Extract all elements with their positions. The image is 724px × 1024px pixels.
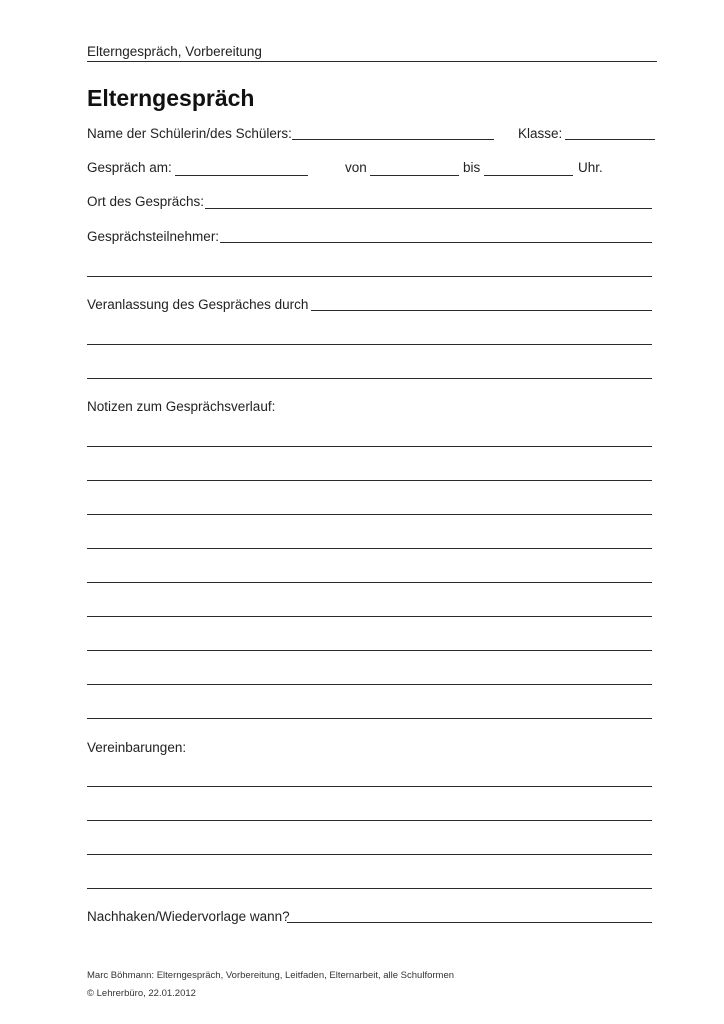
class-field[interactable] bbox=[565, 139, 655, 140]
agreements-line[interactable] bbox=[87, 854, 652, 855]
followup-label: Nachhaken/Wiedervorlage wann? bbox=[87, 909, 290, 924]
time-unit-label: Uhr. bbox=[578, 160, 603, 175]
agreements-line[interactable] bbox=[87, 888, 652, 889]
participants-label: Gesprächsteilnehmer: bbox=[87, 229, 220, 244]
notes-label: Notizen zum Gesprächsverlauf: bbox=[87, 399, 276, 414]
from-label: von bbox=[345, 160, 367, 175]
student-name-field[interactable] bbox=[292, 139, 494, 140]
page-header: Elterngespräch, Vorbereitung bbox=[87, 44, 262, 59]
agreements-label: Vereinbarungen: bbox=[87, 740, 187, 755]
notes-line[interactable] bbox=[87, 514, 652, 515]
time-from-field[interactable] bbox=[370, 175, 459, 176]
page-title: Elterngespräch bbox=[87, 85, 255, 111]
reason-field[interactable] bbox=[311, 310, 652, 311]
location-label: Ort des Gesprächs: bbox=[87, 194, 205, 209]
notes-line[interactable] bbox=[87, 480, 652, 481]
notes-line[interactable] bbox=[87, 582, 652, 583]
followup-field[interactable] bbox=[287, 922, 652, 923]
date-label: Gespräch am: bbox=[87, 160, 172, 175]
date-field[interactable] bbox=[175, 175, 308, 176]
reason-field-line-2[interactable] bbox=[87, 344, 652, 345]
notes-line[interactable] bbox=[87, 650, 652, 651]
notes-line[interactable] bbox=[87, 548, 652, 549]
student-name-label: Name der Schülerin/des Schülers: bbox=[87, 126, 292, 141]
agreements-line[interactable] bbox=[87, 820, 652, 821]
location-field[interactable] bbox=[205, 208, 652, 209]
notes-line[interactable] bbox=[87, 684, 652, 685]
participants-field-line-2[interactable] bbox=[87, 276, 652, 277]
time-to-field[interactable] bbox=[484, 175, 573, 176]
notes-line[interactable] bbox=[87, 446, 652, 447]
participants-field[interactable] bbox=[220, 242, 652, 243]
agreements-line[interactable] bbox=[87, 786, 652, 787]
reason-label: Veranlassung des Gespräches durch bbox=[87, 297, 309, 312]
reason-field-line-3[interactable] bbox=[87, 378, 652, 379]
footer-citation: Marc Böhmann: Elterngespräch, Vorbereitung, Leitfaden, Elternarbeit, alle Schulformen bbox=[87, 970, 455, 981]
header-rule bbox=[87, 61, 657, 62]
notes-line[interactable] bbox=[87, 718, 652, 719]
footer-copyright: © Lehrerbüro, 22.01.2012 bbox=[87, 988, 196, 999]
notes-line[interactable] bbox=[87, 616, 652, 617]
to-label: bis bbox=[463, 160, 481, 175]
class-label: Klasse: bbox=[518, 126, 563, 141]
